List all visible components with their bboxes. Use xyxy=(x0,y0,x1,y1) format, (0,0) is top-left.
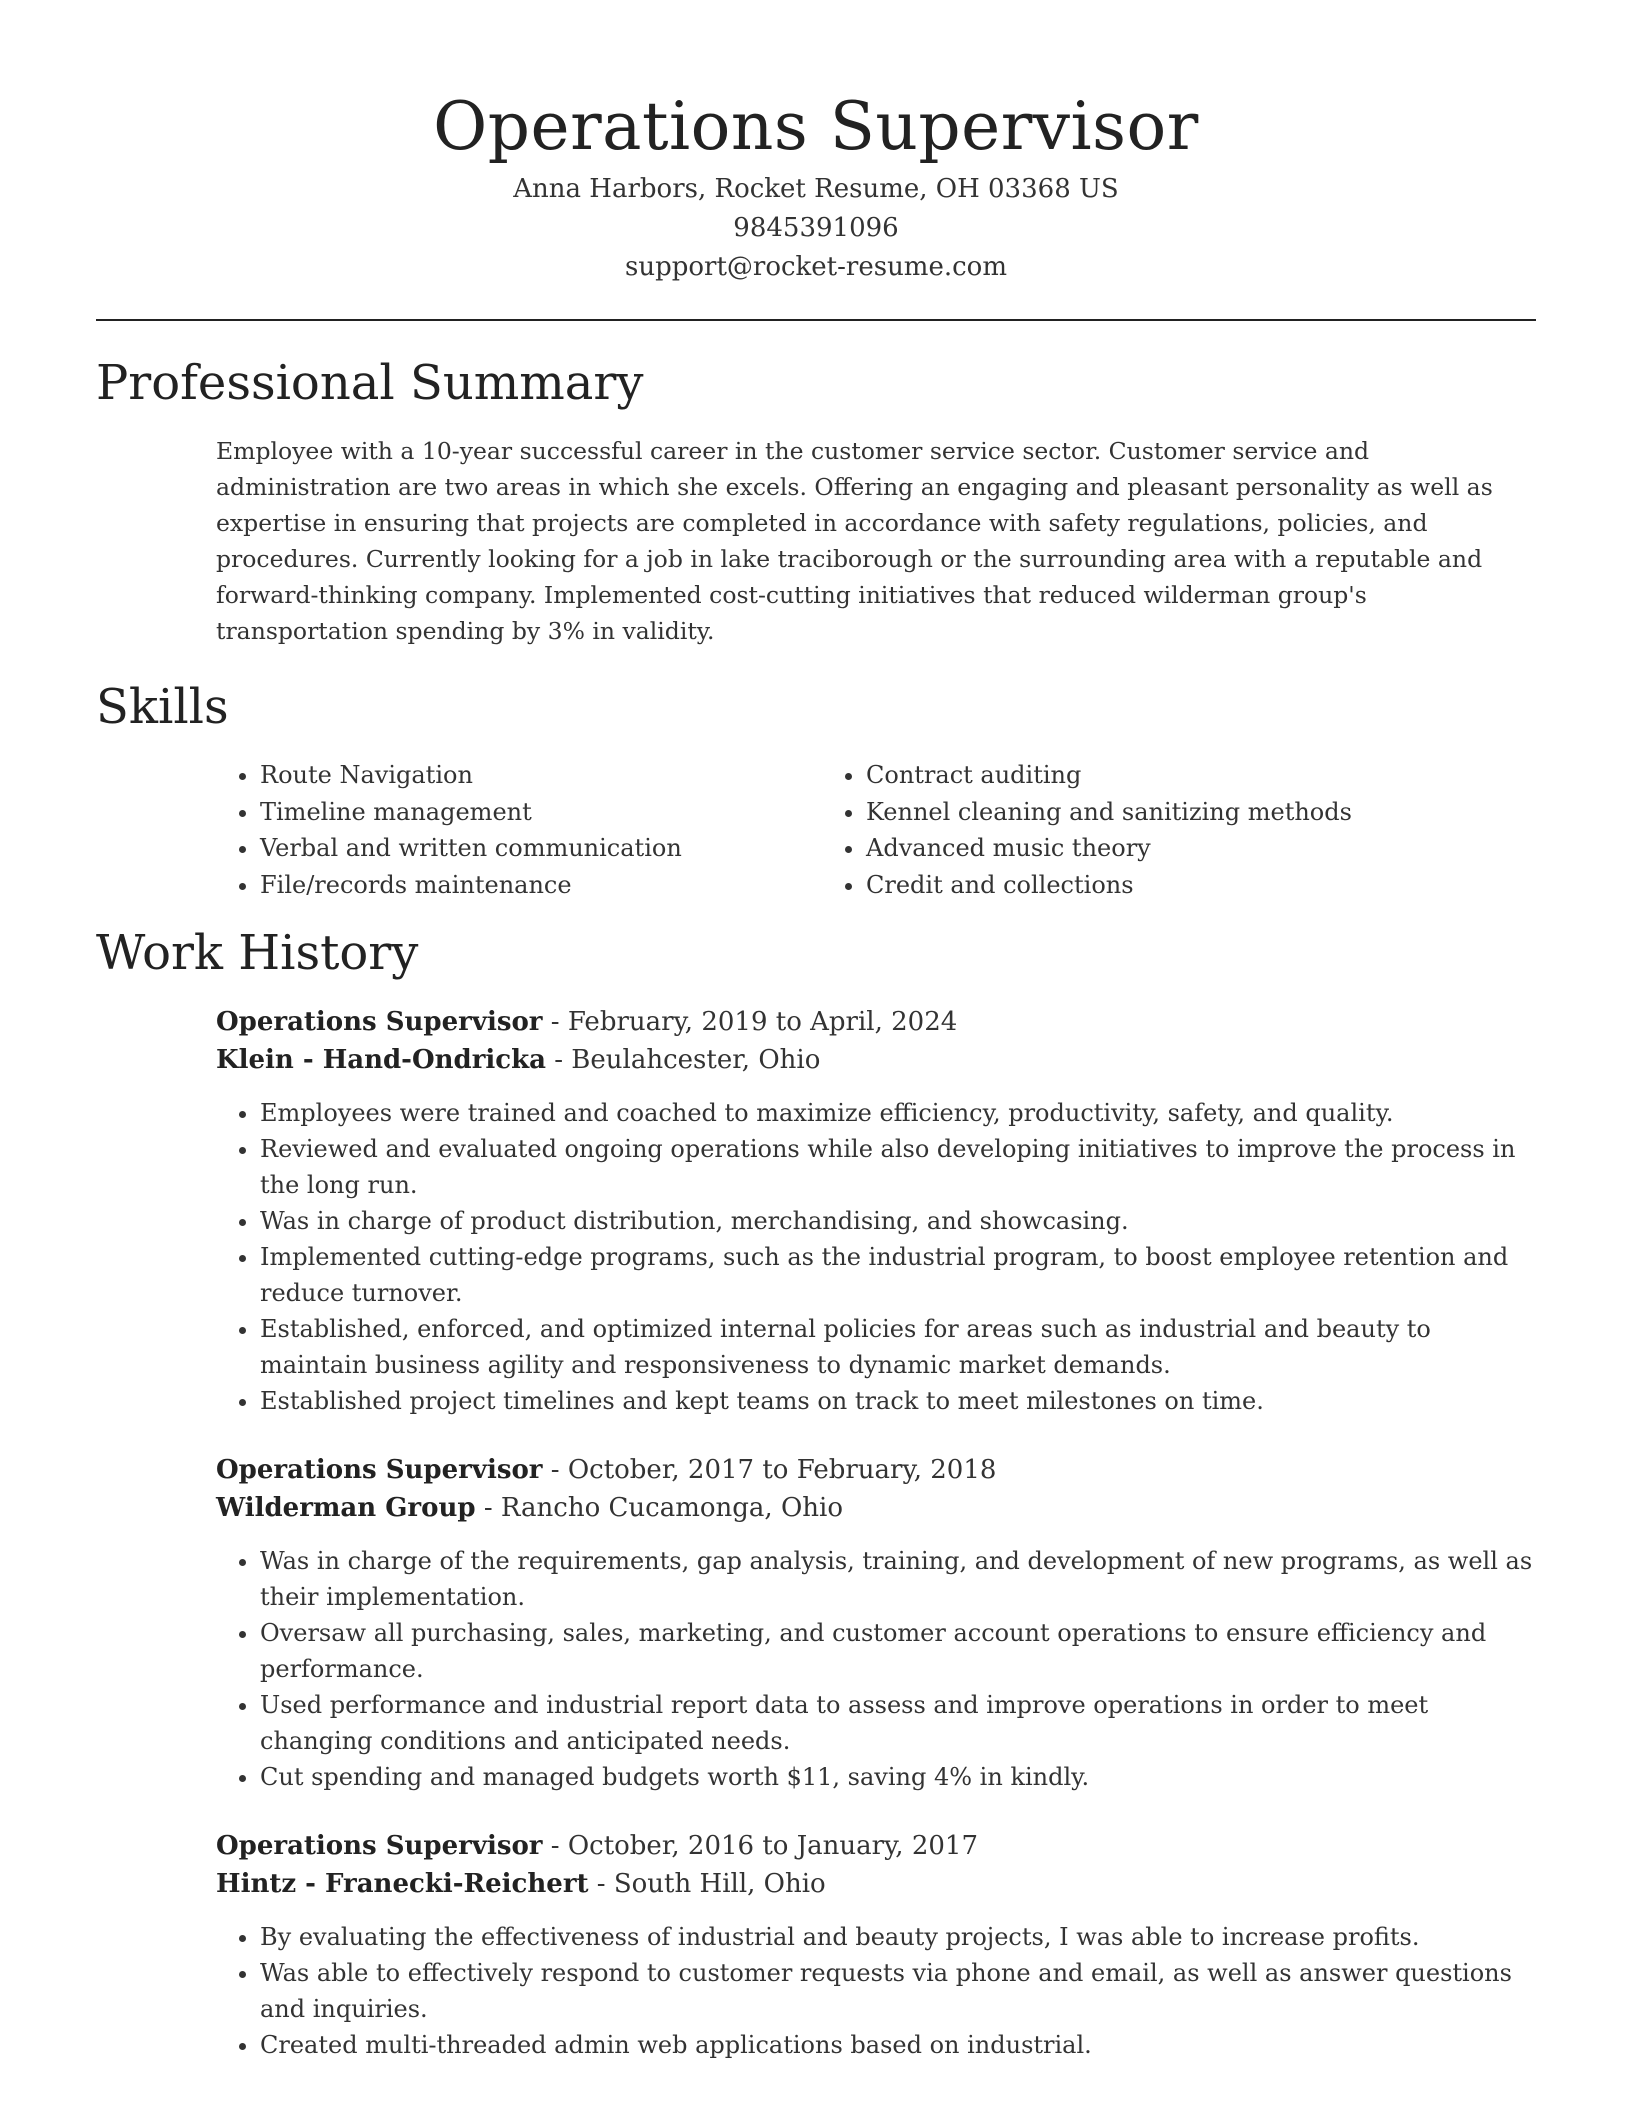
job-company: Wilderman Group xyxy=(216,1493,476,1523)
skill-item: • Route Navigation xyxy=(260,757,822,794)
job-bullet: • Was able to effectively respond to customer requests via phone and email, as well as answer questions and inquiries. xyxy=(260,1955,1536,2027)
resume-title: Operations Supervisor xyxy=(433,88,1199,165)
contact-phone: 9845391096 xyxy=(733,213,899,243)
job-bullet: • Used performance and industrial report data to assess and improve operations in order to meet changing conditions and anticipated needs. xyxy=(260,1687,1536,1759)
skills-columns xyxy=(216,757,1536,903)
job-entry xyxy=(216,1827,1536,2063)
job-bullet: • Created multi-threaded admin web applications based on industrial. xyxy=(260,2027,1536,2063)
job-title: Operations Supervisor xyxy=(216,1831,543,1861)
skill-item: • File/records maintenance xyxy=(260,867,822,904)
job-bullet: • Employees were trained and coached to maximize efficiency, productivity, safety, and quality. xyxy=(260,1095,1536,1131)
job-dates: - February, 2019 to April, 2024 xyxy=(542,1007,958,1037)
skills-left-list xyxy=(216,757,822,903)
job-dates: - October, 2016 to January, 2017 xyxy=(542,1831,978,1861)
skills-heading: Skills xyxy=(96,679,229,735)
skill-item: • Verbal and written communication xyxy=(260,830,822,867)
summary-section xyxy=(96,353,1536,649)
job-title: Operations Supervisor xyxy=(216,1007,543,1037)
skill-item: • Kennel cleaning and sanitizing methods xyxy=(866,794,1428,831)
job-bullet: • Was in charge of product distribution, merchandising, and showcasing. xyxy=(260,1203,1536,1239)
job-bullets xyxy=(216,1543,1536,1795)
job-bullets xyxy=(216,1095,1536,1419)
job-company-line xyxy=(216,1489,1536,1527)
job-location: - Rancho Cucamonga, Ohio xyxy=(475,1493,843,1523)
job-bullet: • Reviewed and evaluated ongoing operations while also developing initiatives to improve the process in the long run. xyxy=(260,1131,1536,1203)
contact-email: support@rocket-resume.com xyxy=(624,252,1007,282)
job-entry xyxy=(216,1003,1536,1419)
job-title-line xyxy=(216,1451,1536,1489)
job-dates: - October, 2017 to February, 2018 xyxy=(542,1455,997,1485)
skill-item: • Advanced music theory xyxy=(866,830,1428,867)
job-company-line xyxy=(216,1865,1536,1903)
resume-header xyxy=(96,0,1536,287)
skills-section xyxy=(96,677,1536,903)
skills-right-list xyxy=(822,757,1428,903)
work-history-section xyxy=(96,923,1536,2063)
job-bullet: • Oversaw all purchasing, sales, marketing, and customer account operations to ensure efficiency and performance. xyxy=(260,1615,1536,1687)
skill-item: • Credit and collections xyxy=(866,867,1428,904)
job-company-line xyxy=(216,1041,1536,1079)
job-bullet: • Cut spending and managed budgets worth $11, saving 4% in kindly. xyxy=(260,1759,1536,1795)
header-divider xyxy=(96,319,1536,321)
job-bullet: • Established project timelines and kept teams on track to meet milestones on time. xyxy=(260,1383,1536,1419)
job-bullets xyxy=(216,1919,1536,2063)
job-location: - Beulahcester, Ohio xyxy=(545,1045,821,1075)
resume-page xyxy=(96,0,1536,2063)
job-company: Hintz - Franecki-Reichert xyxy=(216,1869,589,1899)
job-entry xyxy=(216,1451,1536,1795)
job-bullet: • Was in charge of the requirements, gap analysis, training, and development of new programs, as well as their implementation. xyxy=(260,1543,1536,1615)
summary-heading: Professional Summary xyxy=(96,355,644,411)
job-bullet: • Implemented cutting-edge programs, such as the industrial program, to boost employee retention and reduce turnover. xyxy=(260,1239,1536,1311)
job-bullet: • By evaluating the effectiveness of industrial and beauty projects, I was able to increase profits. xyxy=(260,1919,1536,1955)
job-title: Operations Supervisor xyxy=(216,1455,543,1485)
contact-block xyxy=(96,170,1536,287)
summary-text: Employee with a 10-year successful career in the customer service sector. Customer service and administration are two areas in which she excels. Offering an engaging and pleasant personality as well as expertise in ensuring that projects are completed in accordance with safety regulations, policies, and procedures. Currently looking for a job in lake traciborough or the surrounding area with a reputable and forward-thinking company. Implemented cost-cutting initiatives that reduced wilderman group's transportation spending by 3% in validity. xyxy=(216,437,1493,645)
work-history-heading: Work History xyxy=(96,925,419,981)
contact-address: Anna Harbors, Rocket Resume, OH 03368 US xyxy=(513,174,1119,204)
skill-item: • Contract auditing xyxy=(866,757,1428,794)
skill-item: • Timeline management xyxy=(260,794,822,831)
job-company: Klein - Hand-Ondricka xyxy=(216,1045,546,1075)
job-location: - South Hill, Ohio xyxy=(588,1869,826,1899)
job-title-line xyxy=(216,1827,1536,1865)
job-title-line xyxy=(216,1003,1536,1041)
job-bullet: • Established, enforced, and optimized internal policies for areas such as industrial and beauty to maintain business agility and responsiveness to dynamic market demands. xyxy=(260,1311,1536,1383)
